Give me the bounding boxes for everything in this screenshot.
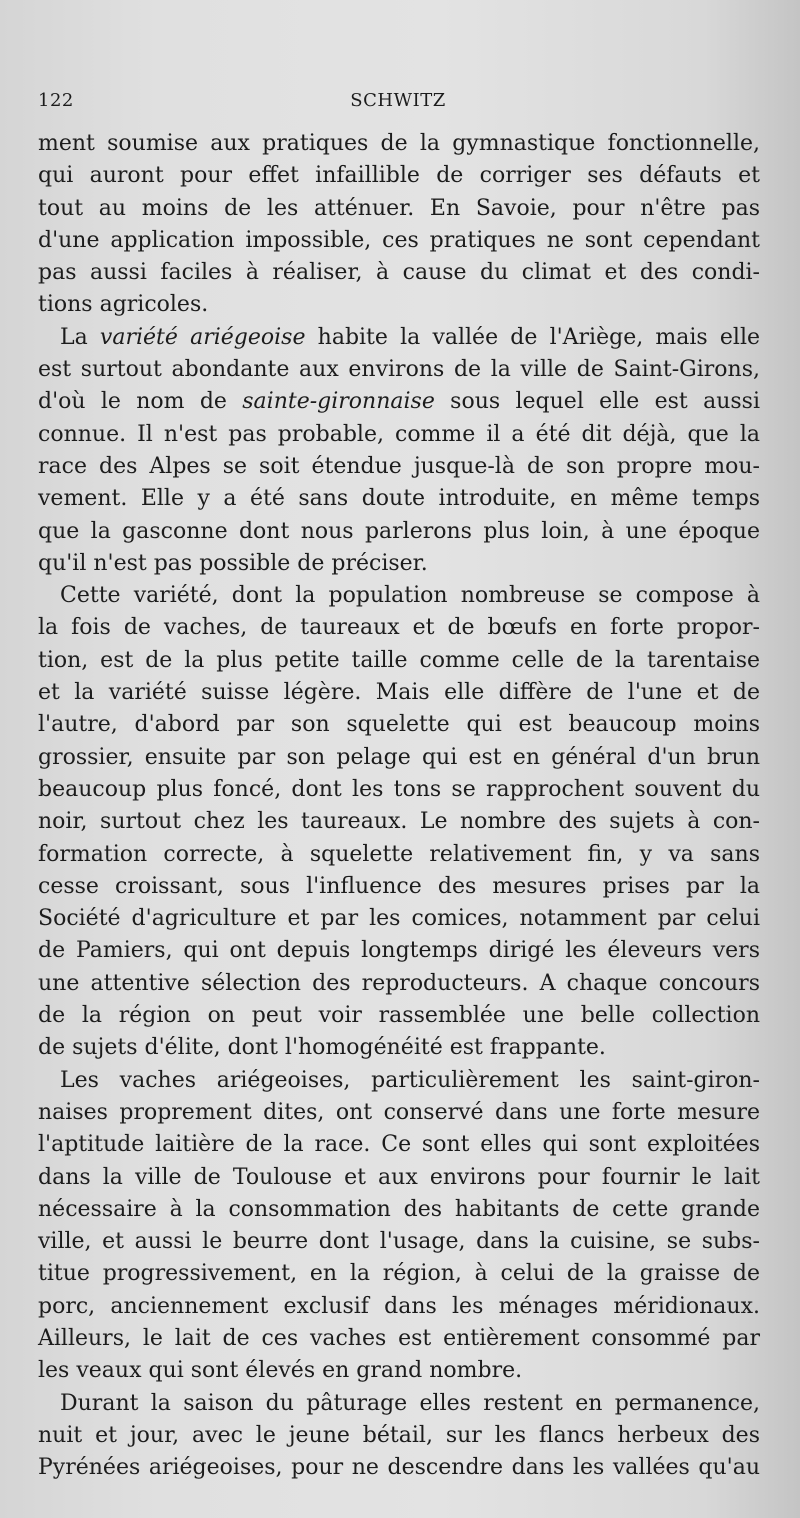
text-line: Ailleurs, le lait de ces vaches est entièrement consommé par — [38, 1325, 760, 1351]
text-line: l'aptitude laitière de la race. Ce sont elles qui sont exploitées — [38, 1132, 760, 1158]
text-line: Cette variété, dont la population nombreuse se compose à — [60, 583, 760, 609]
text-line: tout au moins de les atténuer. En Savoie, pour n'être pas — [38, 195, 760, 221]
text-line: de sujets d'élite, dont l'homogénéité est frappante. — [38, 1035, 606, 1061]
text-line: ville, et aussi le beurre dont l'usage, dans la cuisine, se subs- — [38, 1229, 760, 1255]
text-line: dans la ville de Toulouse et aux environs pour fournir le lait — [38, 1164, 760, 1190]
text-line: de Pamiers, qui ont depuis longtemps dirigé les éleveurs vers — [38, 938, 760, 964]
paragraph — [38, 1065, 760, 1388]
text-line: que la gasconne dont nous parlerons plus loin, à une époque — [38, 518, 760, 544]
paragraph — [38, 580, 760, 1064]
text-line: naises proprement dites, ont conservé dans une forte mesure — [38, 1099, 760, 1125]
text-line: porc, anciennement exclusif dans les ménages méridionaux. — [38, 1293, 760, 1319]
text-line: titue progressivement, en la région, à celui de la graisse de — [38, 1261, 760, 1287]
text-line: connue. Il n'est pas probable, comme il a été dit déjà, que la — [38, 421, 760, 447]
body-text — [38, 128, 760, 1484]
text-line: Pyrénées ariégeoises, pour ne descendre dans les vallées qu'au — [38, 1455, 760, 1481]
text-line: Société d'agriculture et par les comices, notamment par celui — [38, 906, 760, 932]
text-line: nuit et jour, avec le jeune bétail, sur les flancs herbeux des — [38, 1422, 760, 1448]
italic-term: variété ariégeoise — [99, 324, 306, 350]
text-line: La variété ariégeoise habite la vallée de l'Ariège, mais elle — [60, 324, 761, 350]
text-line: formation correcte, à squelette relativement fin, y va sans — [38, 841, 760, 867]
paragraph — [38, 1388, 760, 1485]
text-line: l'autre, d'abord par son squelette qui est beaucoup moins — [38, 712, 760, 738]
text-line: de la région on peut voir rassemblée une belle collection — [38, 1003, 760, 1029]
paragraph — [38, 128, 760, 322]
text-line: ment soumise aux pratiques de la gymnastique fonctionnelle, — [38, 131, 760, 156]
text-line: d'une application impossible, ces pratiques ne sont cependant — [38, 227, 760, 253]
text-line: une attentive sélection des reproducteurs. A chaque concours — [38, 970, 760, 996]
text-line: et la variété suisse légère. Mais elle diffère de l'une et de — [38, 680, 760, 706]
text-line: pas aussi faciles à réaliser, à cause du climat et des condi- — [38, 260, 760, 286]
text-line: cesse croissant, sous l'influence des mesures prises par la — [38, 873, 760, 899]
text-line: qu'il n'est pas possible de préciser. — [38, 550, 428, 576]
text-line: tions agricoles. — [38, 292, 209, 318]
page-number: 122 — [38, 90, 74, 111]
text-line: beaucoup plus foncé, dont les tons se rapprochent souvent du — [38, 776, 760, 802]
text-line: nécessaire à la consommation des habitants de cette grande — [38, 1196, 760, 1222]
running-title: SCHWITZ — [350, 90, 446, 111]
text-line: grossier, ensuite par son pelage qui est en général d'un brun — [38, 744, 760, 770]
text-line: Les vaches ariégeoises, particulièrement les saint-giron- — [60, 1067, 760, 1093]
page-header — [38, 90, 758, 116]
text-line: qui auront pour effet infaillible de corriger ses défauts et — [38, 163, 760, 189]
text-line: est surtout abondante aux environs de la ville de Saint-Girons, — [38, 357, 760, 383]
text-line: race des Alpes se soit étendue jusque-là de son propre mou- — [38, 453, 760, 479]
text-line: noir, surtout chez les taureaux. Le nombre des sujets à con- — [38, 809, 760, 835]
text-line: d'où le nom de sainte-gironnaise sous lequel elle est aussi — [38, 389, 760, 415]
text-line: les veaux qui sont élevés en grand nombre. — [38, 1358, 523, 1384]
text-line: la fois de vaches, de taureaux et de bœufs en forte propor- — [38, 615, 760, 641]
text-line: tion, est de la plus petite taille comme celle de la tarentaise — [38, 647, 760, 673]
paragraph — [38, 322, 760, 580]
italic-term: sainte-gironnaise — [242, 389, 435, 415]
text-line: vement. Elle y a été sans doute introduite, en même temps — [38, 486, 760, 512]
text-line: Durant la saison du pâturage elles restent en permanence, — [60, 1390, 760, 1416]
